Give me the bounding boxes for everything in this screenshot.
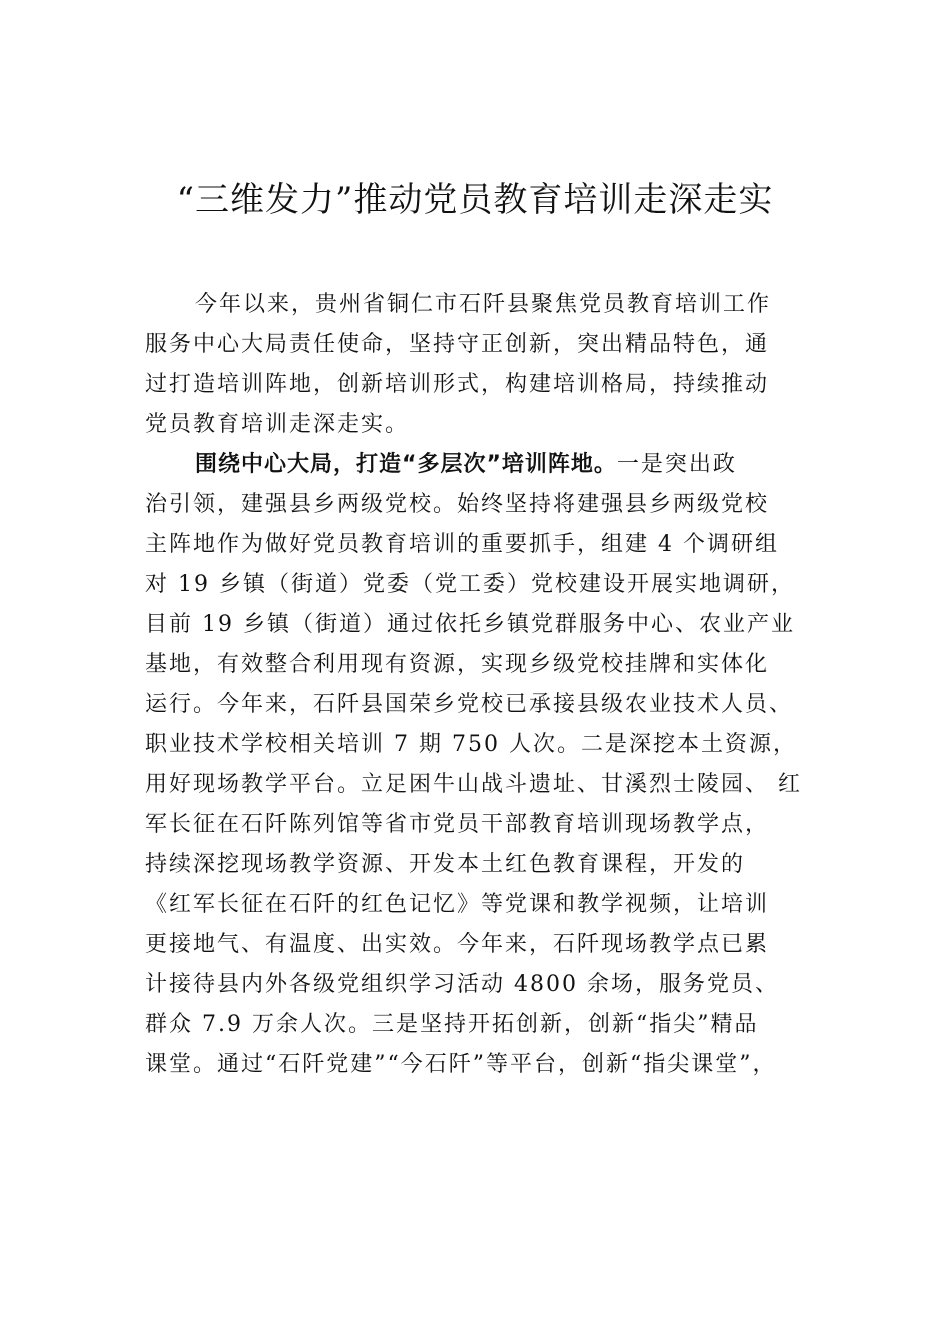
paragraph-line: 职业技术学校相关培训 7 期 750 人次。二是深挖本土资源，: [145, 732, 797, 757]
paragraph-line: 对 19 乡镇（街道）党委（党工委）党校建设开展实地调研，: [145, 572, 795, 597]
document-title: “三维发力”推动党员教育培训走深走实: [176, 180, 774, 220]
paragraph-first-line: [145, 445, 817, 485]
paragraph-line: 党员教育培训走深走实。: [145, 412, 410, 437]
paragraph-line: 基地，有效整合利用现有资源，实现乡级党校挂牌和实体化: [145, 652, 770, 677]
paragraph-line: 计接待县内外各级党组织学习活动 4800 余场，服务党员、: [145, 972, 779, 997]
paragraph-line: 军长征在石阡陈列馆等省市党员干部教育培训现场教学点，: [145, 812, 770, 837]
paragraph-line: 用好现场教学平台。立足困牛山战斗遗址、甘溪烈士陵园、 红: [145, 772, 802, 797]
paragraph-intro: [145, 285, 817, 445]
paragraph-line: 课堂。通过“石阡党建”“今石阡”等平台，创新“指尖课堂”，: [145, 1052, 777, 1077]
paragraph-heading: 围绕中心大局，打造“多层次”培训阵地。: [195, 452, 617, 477]
paragraph-line: 更接地气、有温度、出实效。今年来，石阡现场教学点已累: [145, 932, 770, 957]
paragraph-training-base: [145, 445, 817, 1085]
paragraph-line: 《红军长征在石阡的红色记忆》等党课和教学视频，让培训: [145, 892, 770, 917]
paragraph-line: 过打造培训阵地，创新培训形式，构建培训格局，持续推动: [145, 372, 770, 397]
paragraph-line: 服务中心大局责任使命，坚持守正创新，突出精品特色，通: [145, 332, 770, 357]
paragraph-line: 运行。今年来，石阡县国荣乡党校已承接县级农业技术人员、: [145, 692, 794, 717]
paragraph-line: 持续深挖现场教学资源、开发本土红色教育课程，开发的: [145, 852, 746, 877]
paragraph-line: 今年以来，贵州省铜仁市石阡县聚焦党员教育培训工作: [195, 292, 772, 317]
paragraph-line: 目前 19 乡镇（街道）通过依托乡镇党群服务中心、农业产业: [145, 612, 795, 637]
paragraph-line: 主阵地作为做好党员教育培训的重要抓手，组建 4 个调研组: [145, 532, 779, 557]
paragraph-text: 一是突出政: [616, 452, 737, 477]
paragraph-line: 治引领，建强县乡两级党校。始终坚持将建强县乡两级党校: [145, 492, 770, 517]
paragraph-line: 群众 7.9 万余人次。三是坚持开拓创新，创新“指尖”精品: [145, 1012, 759, 1037]
